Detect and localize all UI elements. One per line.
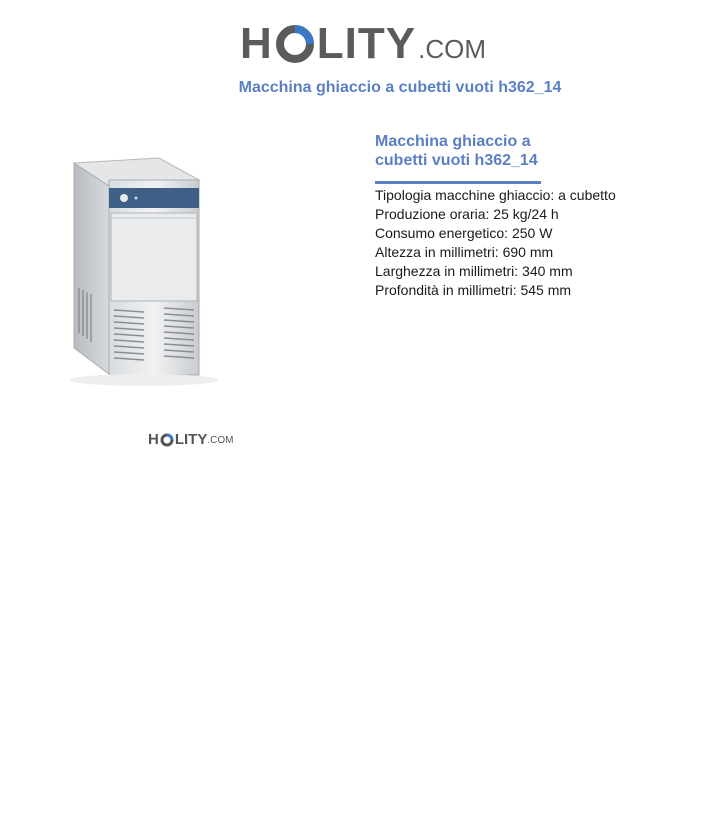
watermark-text-h: H: [148, 431, 159, 448]
product-heading-line1: Macchina ghiaccio a: [375, 133, 531, 150]
spec-item: Altezza in millimetri: 690 mm: [375, 244, 554, 260]
spec-item: Produzione oraria: 25 kg/24 h: [375, 206, 559, 222]
watermark-o-icon: [160, 433, 174, 447]
spec-item: Profondità in millimetri: 545 mm: [375, 282, 572, 298]
page-title: Macchina ghiaccio a cubetti vuoti h362_14: [238, 79, 562, 96]
logo-text-h: H: [240, 19, 273, 68]
holity-logo[interactable]: [240, 14, 486, 66]
logo-text-lity: LITY: [316, 19, 417, 68]
logo-suffix: .COM: [418, 34, 486, 64]
product-image: [34, 118, 254, 398]
logo-o-icon: [275, 24, 315, 64]
watermark-suffix: .COM: [207, 435, 234, 446]
spec-item: Consumo energetico: 250 W: [375, 225, 553, 241]
heading-divider: [375, 181, 541, 184]
spec-item: Larghezza in millimetri: 340 mm: [375, 263, 573, 279]
product-heading-line2: cubetti vuoti h362_14: [375, 152, 538, 169]
product-heading: [375, 132, 565, 170]
watermark-text-lity: LITY: [174, 431, 208, 448]
spec-list: [375, 186, 616, 300]
spec-item: Tipologia macchine ghiaccio: a cubetto: [375, 187, 616, 203]
watermark-logo: [148, 432, 233, 447]
